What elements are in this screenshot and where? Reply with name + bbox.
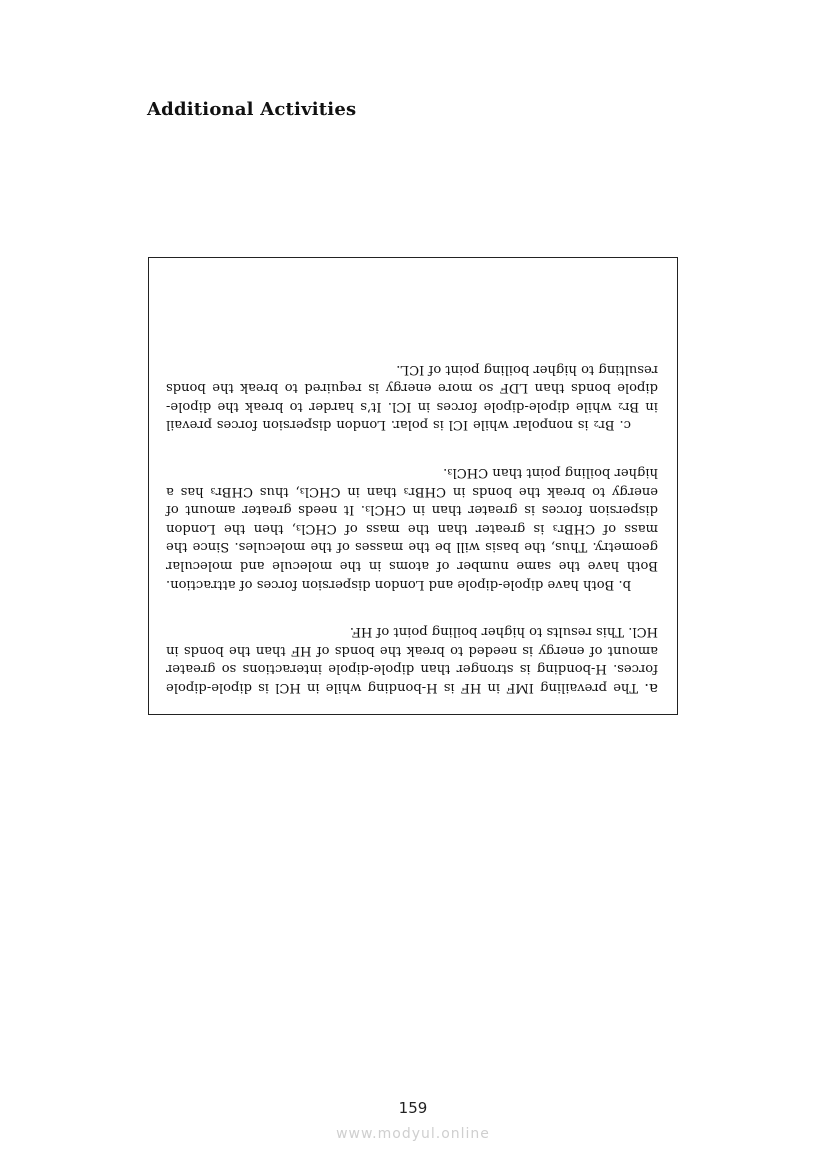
page-number: 159 [398,1099,428,1117]
page-heading: Additional Activities [147,99,357,120]
watermark: www.modyul.online [336,1126,490,1142]
answer-a-lead: a. [644,680,658,698]
answer-c: c. Br₂ is nonpolar while ICl is polar. London dispersion forces prevail in Br₂ while dipole-dipole forces in ICl. It’s harder to break the dipole-dipole bonds than LDF so more energy is required to break the bonds resulting to higher boiling point of ICL. [166,361,658,433]
answer-b: b. Both have dipole-dipole and London dispersion forces of attraction. Both have the same number of atoms in the molecule and molecular geometry. Thus, the basis will be the masses of the molecules. Since the mass of CHBr₃ is greater than the mass of CHCl₃, then the London dispersion forces is greater than in CHCl₃. It needs greater amount of energy to break the bonds in CHBr₃ than in CHCl₃, thus CHBr₃ has a higher boiling point than CHCl₃. [166,465,658,592]
answer-key-box [148,257,678,715]
answer-a [166,622,658,698]
upside-down-answer-content [149,258,677,714]
answer-a-text: The prevailing IMF in HF is H-bonding while in HCl is dipole-dipole forces. H-bonding is stronger than dipole-dipole interactions so greater amount of energy is needed to break the bonds of HF than the bonds in HCl. This results to higher boiling point of HF. [166,624,658,695]
